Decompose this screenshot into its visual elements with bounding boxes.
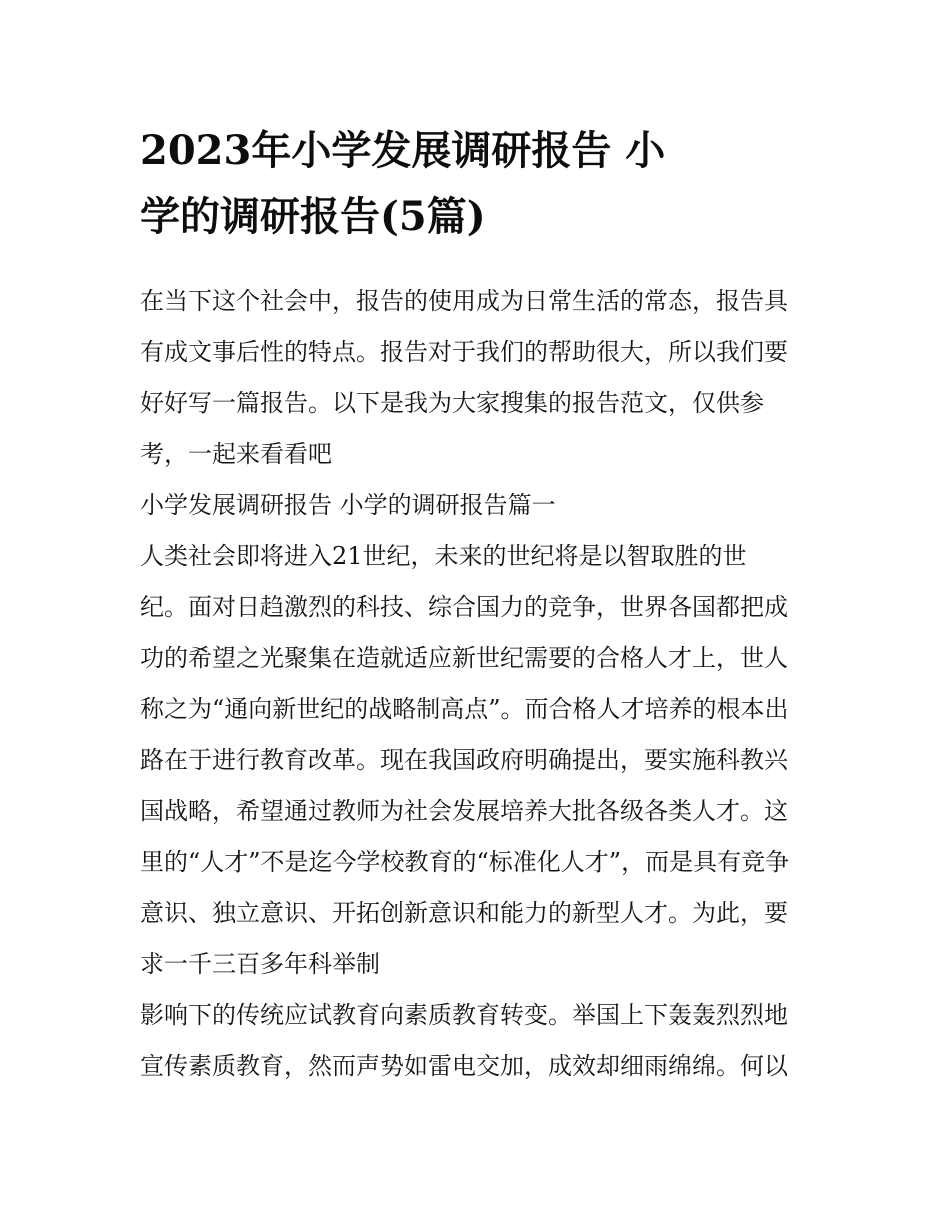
text-line: 有成文事后性的特点。报告对于我们的帮助很大，所以我们要: [140, 338, 788, 366]
text-line: 好好写一篇报告。以下是我为大家搜集的报告范文，仅供参: [140, 389, 764, 417]
body-paragraph: [140, 531, 820, 990]
text-line: 路在于进行教育改革。现在我国政府明确提出，要实施科教兴: [140, 746, 788, 774]
text-line: 纪。面对日趋激烈的科技、综合国力的竞争，世界各国都把成: [140, 593, 788, 621]
text-line: 人类社会即将进入21世纪，未来的世纪将是以智取胜的世: [140, 542, 747, 570]
title-line-1: 2023年小学发展调研报告 小: [140, 127, 666, 174]
text-line: 功的希望之光聚集在造就适应新世纪需要的合格人才上，世人: [140, 644, 788, 672]
intro-paragraph: [140, 276, 820, 480]
document-title: [140, 118, 820, 250]
text-line: 考，一起来看看吧: [140, 440, 332, 468]
body-paragraph: [140, 990, 820, 1092]
text-line: 国战略，希望通过教师为社会发展培养大批各级各类人才。这: [140, 797, 788, 825]
text-line: 意识、独立意识、开拓创新意识和能力的新型人才。为此，要: [140, 899, 788, 927]
text-line: 宣传素质教育，然而声势如雷电交加，成效却细雨绵绵。何以: [140, 1052, 788, 1080]
text-line: 里的“人才”不是迄今学校教育的“标准化人才”，而是具有竞争: [140, 848, 790, 876]
text-line: 求一千三百多年科举制: [140, 950, 380, 978]
title-line-2: 学的调研报告(5篇): [140, 193, 486, 240]
document-body: [140, 276, 820, 1092]
text-line: 影响下的传统应试教育向素质教育转变。举国上下轰轰烈烈地: [140, 1001, 788, 1029]
section-heading: [140, 480, 820, 531]
text-line: 称之为“通向新世纪的战略制高点”。而合格人才培养的根本出: [140, 695, 789, 723]
text-line: 在当下这个社会中，报告的使用成为日常生活的常态，报告具: [140, 287, 788, 315]
text-line: 小学发展调研报告 小学的调研报告篇一: [140, 491, 556, 519]
